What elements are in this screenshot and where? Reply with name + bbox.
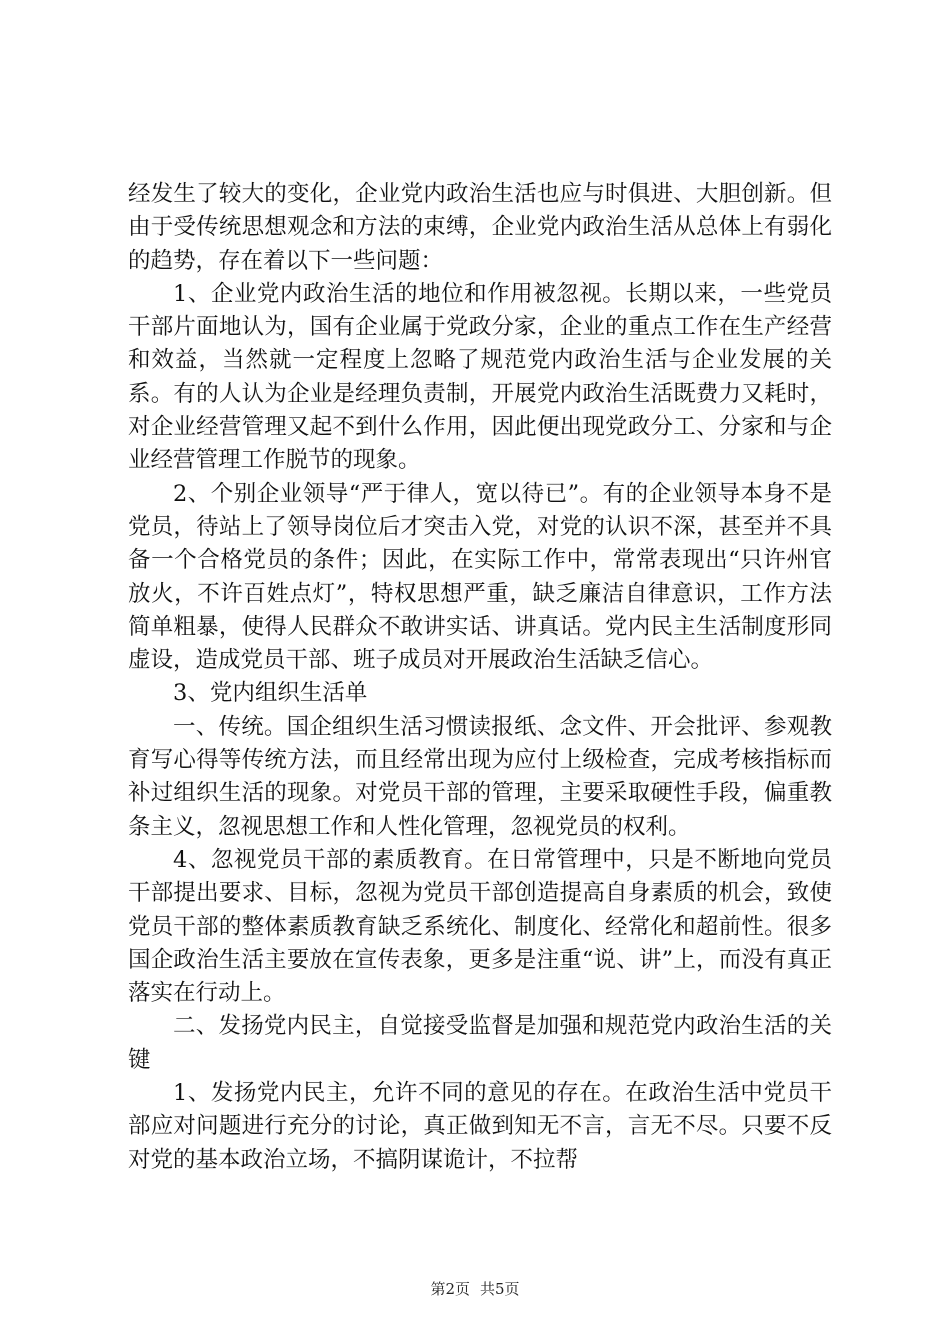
paragraph-1: 1、企业党内政治生活的地位和作用被忽视。长期以来，一些党员干部片面地认为，国有企业属于党政分家，企业的重点工作在生产经营和效益，当然就一定程度上忽略了规范党内政治生活与企业发展的关系。有的人认为企业是经理负责制，开展党内政治生活既费力又耗时，对企业经营管理又起不到什么作用，因此便出现党政分工、分家和与企业经营管理工作脱节的现象。: [128, 280, 832, 474]
page-footer: [0, 1278, 950, 1299]
page-number-current: 第2页: [430, 1280, 470, 1298]
paragraph-3: 3、党内组织生活单: [173, 680, 368, 707]
paragraph-0: 经发生了较大的变化，企业党内政治生活也应与时俱进、大胆创新。但由于受传统思想观念和方法的束缚，企业党内政治生活从总体上有弱化的趋势，存在着以下一些问题：: [128, 181, 832, 274]
page-number-total: 共5页: [480, 1280, 520, 1298]
paragraph-6: 二、发扬党内民主，自觉接受监督是加强和规范党内政治生活的关键: [128, 1013, 832, 1073]
paragraph-4: 一、传统。国企组织生活习惯读报纸、念文件、开会批评、参观教育写心得等传统方法，而且经常出现为应付上级检查，完成考核指标而补过组织生活的现象。对党员干部的管理，主要采取硬性手段，偏重教条主义，忽视思想工作和人性化管理，忽视党员的权利。: [128, 713, 832, 840]
paragraph-7: 1、发扬党内民主，允许不同的意见的存在。在政治生活中党员干部应对问题进行充分的讨论，真正做到知无不言，言无不尽。只要不反对党的基本政治立场，不搞阴谋诡计，不拉帮: [128, 1080, 832, 1173]
document-body: [128, 178, 832, 1177]
paragraph-2: 2、个别企业领导“严于律人，宽以待已”。有的企业领导本身不是党员，待站上了领导岗位后才突击入党，对党的认识不深，甚至并不具备一个合格党员的条件；因此，在实际工作中，常常表现出“只许州官放火，不许百姓点灯”，特权思想严重，缺乏廉洁自律意识，工作方法简单粗暴，使得人民群众不敢讲实话、讲真话。党内民主生活制度形同虚设，造成党员干部、班子成员对开展政治生活缺乏信心。: [128, 480, 832, 674]
paragraph-5: 4、忽视党员干部的素质教育。在日常管理中，只是不断地向党员干部提出要求、目标，忽视为党员干部创造提高自身素质的机会，致使党员干部的整体素质教育缺乏系统化、制度化、经常化和超前性。很多国企政治生活主要放在宣传表象，更多是注重“说、讲”上，而没有真正落实在行动上。: [128, 846, 832, 1007]
